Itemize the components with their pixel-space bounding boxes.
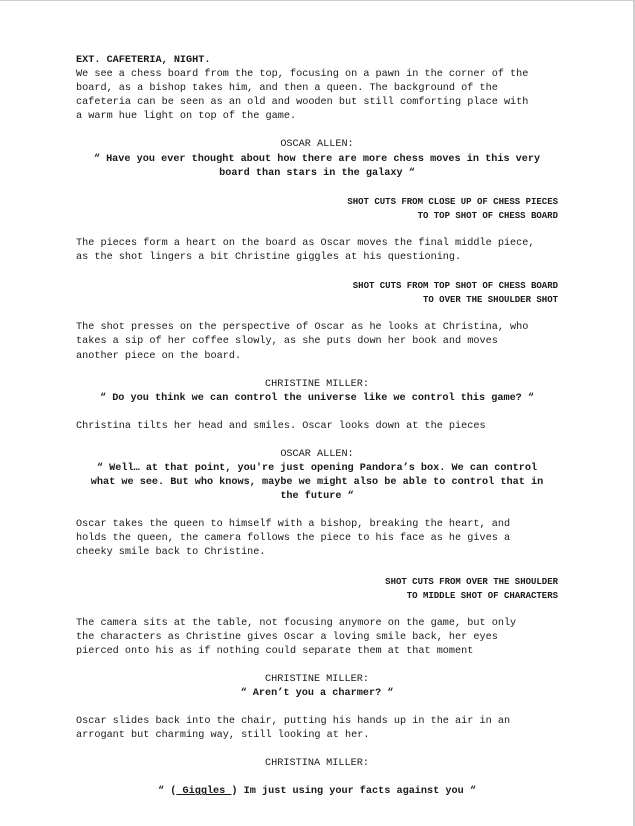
spacer <box>76 701 558 715</box>
parenthetical-giggles: Giggles <box>176 786 232 798</box>
action-line: pierced onto his as if nothing could separate them at that moment <box>76 645 474 657</box>
character-name: CHRISTINE MILLER: <box>265 378 369 390</box>
dialogue-line: what we see. But who knows, maybe we might also be able to control that in <box>90 477 544 489</box>
transition-block <box>76 575 558 603</box>
dialogue-line: “ Aren’t you a charmer? “ <box>240 688 394 700</box>
spacer <box>76 434 558 448</box>
dialogue-line: board than stars in the galaxy “ <box>219 167 415 179</box>
dialogue-final <box>76 785 558 799</box>
scene-heading: EXT. CAFETERIA, NIGHT. <box>76 55 211 66</box>
spacer <box>76 659 558 673</box>
action-line: The camera sits at the table, not focusing anymore on the game, but only <box>76 617 517 629</box>
spacer <box>76 364 558 378</box>
action-block <box>76 68 558 124</box>
character-name: CHRISTINE MILLER: <box>265 674 369 685</box>
transition-line: SHOT CUTS FROM TOP SHOT OF CHESS BOARD <box>352 281 558 292</box>
spacer <box>76 406 558 420</box>
action-line: another piece on the board. <box>76 350 242 362</box>
action-line: Oscar slides back into the chair, putting his hands up in the air in an <box>76 716 511 728</box>
transition-block <box>76 279 558 307</box>
page-top-edge <box>0 0 635 1</box>
character-name: OSCAR ALLEN: <box>280 139 354 151</box>
dialogue-block <box>76 462 558 504</box>
action-line: The shot presses on the perspective of Oscar as he looks at Christina, who <box>76 322 529 334</box>
dialogue-block <box>76 392 558 406</box>
spacer <box>76 223 558 237</box>
action-line: a warm hue light on top of the game. <box>76 111 297 123</box>
transition-line: TO TOP SHOT OF CHESS BOARD <box>417 210 558 221</box>
transition-block <box>76 195 558 223</box>
character-block <box>76 757 558 771</box>
action-line: The pieces form a heart on the board as Oscar moves the final middle piece, <box>76 237 535 249</box>
transition-line: TO MIDDLE SHOT OF CHARACTERS <box>406 590 558 601</box>
spacer <box>76 504 558 518</box>
spacer <box>76 265 558 279</box>
action-line: cafeteria can be seen as an old and wooden but still comforting place with <box>76 97 529 109</box>
spacer <box>76 561 558 575</box>
dialogue-line: “ Have you ever thought about how there are more chess moves in this very <box>93 153 541 165</box>
transition-line: SHOT CUTS FROM OVER THE SHOULDER <box>385 576 558 587</box>
transition-line: SHOT CUTS FROM CLOSE UP OF CHESS PIECES <box>347 196 558 207</box>
action-line: board, as a bishop takes him, and then a queen. The background of the <box>76 83 498 95</box>
action-block <box>76 617 558 659</box>
character-name: CHRISTINA MILLER: <box>265 758 369 770</box>
action-line: We see a chess board from the top, focusing on a pawn in the corner of the <box>76 69 529 81</box>
spacer <box>76 181 558 195</box>
action-line: arrogant but charming way, still looking at her. <box>76 730 370 742</box>
dialogue-block <box>76 687 558 701</box>
spacer <box>76 771 558 785</box>
action-block <box>76 518 558 560</box>
character-block <box>76 673 558 687</box>
character-name: OSCAR ALLEN: <box>280 448 354 460</box>
transition-line: TO OVER THE SHOULDER SHOT <box>422 295 558 306</box>
dialogue-line: “ Do you think we can control the universe like we control this game? “ <box>99 392 535 404</box>
spacer <box>76 124 558 138</box>
dialogue-block <box>76 153 558 181</box>
character-block <box>76 448 558 462</box>
spacer <box>76 603 558 617</box>
action-line: holds the queen, the camera follows the piece to his face as he gives a <box>76 533 511 545</box>
script-body <box>76 68 558 771</box>
dialogue-open: “ ( <box>158 786 177 798</box>
action-line: Oscar takes the queen to himself with a bishop, breaking the heart, and <box>76 519 511 531</box>
action-line: the characters as Christine gives Oscar a loving smile back, her eyes <box>76 631 498 643</box>
spacer <box>76 743 558 757</box>
dialogue-close: ) Im just using your facts against you “ <box>231 786 476 798</box>
character-block <box>76 138 558 152</box>
action-line: cheeky smile back to Christine. <box>76 547 266 559</box>
action-block <box>76 420 558 434</box>
character-block <box>76 378 558 392</box>
action-block <box>76 237 558 265</box>
dialogue-line: “ Well… at that point, you're just opening Pandora’s box. We can control <box>96 462 538 474</box>
spacer <box>76 307 558 321</box>
action-line: Christina tilts her head and smiles. Oscar looks down at the pieces <box>76 420 486 432</box>
action-line: as the shot lingers a bit Christine giggles at his questioning. <box>76 252 462 264</box>
script-page <box>76 54 558 800</box>
action-block <box>76 715 558 743</box>
action-block <box>76 321 558 363</box>
dialogue-line: the future “ <box>280 491 354 503</box>
action-line: takes a sip of her coffee slowly, as she puts down her book and moves <box>76 336 498 348</box>
